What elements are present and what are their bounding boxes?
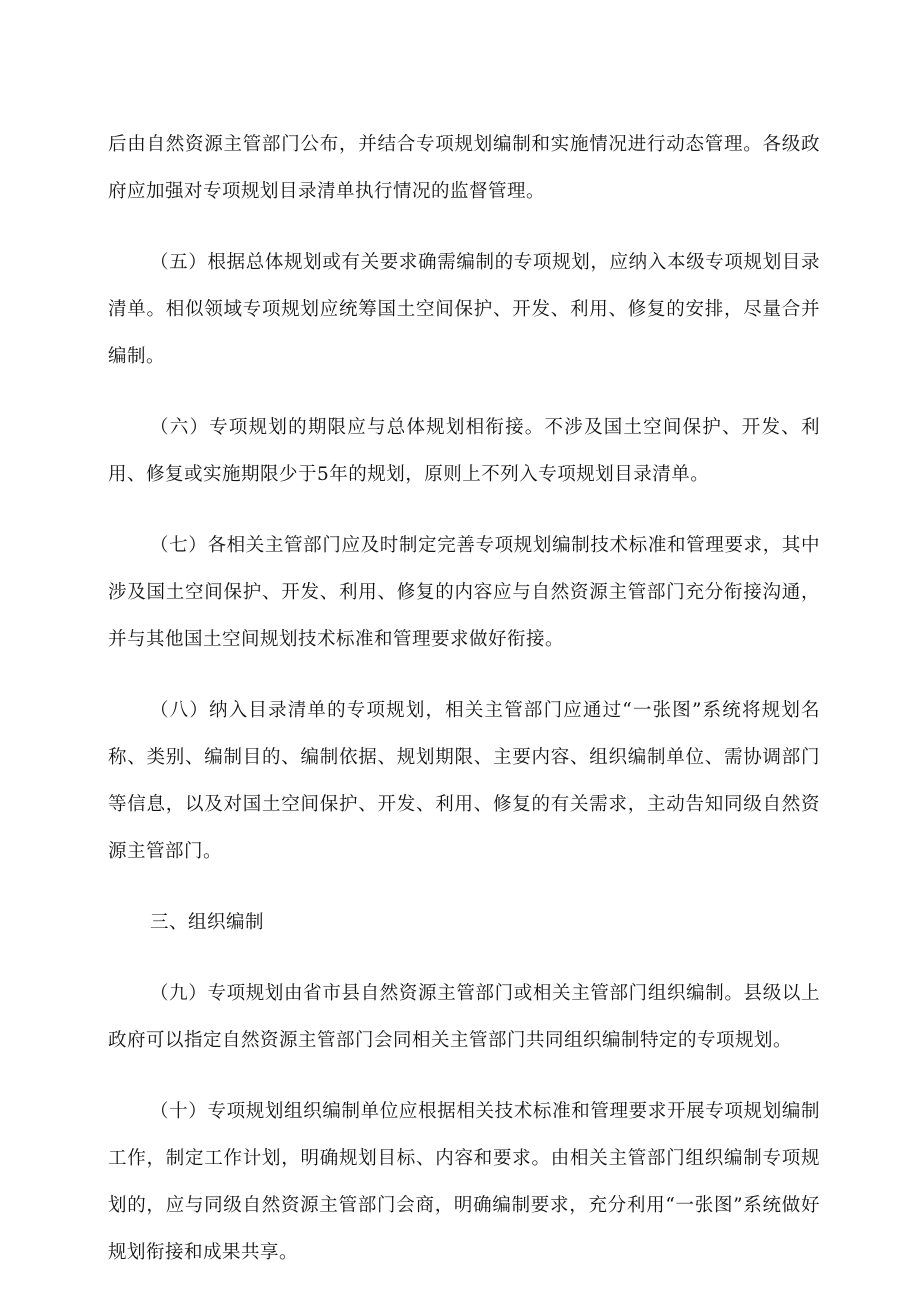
paragraph-item-5: （五）根据总体规划或有关要求确需编制的专项规划，应纳入本级专项规划目录清单。相似领域专项规划应统筹国土空间保护、开发、利用、修复的安排，尽量合并编制。 [108,252,820,367]
paragraph-item-9: （九）专项规划由省市县自然资源主管部门或相关主管部门组织编制。县级以上政府可以指定自然资源主管部门会同相关主管部门共同组织编制特定的专项规划。 [108,983,820,1051]
paragraph-item-7: （七）各相关主管部门应及时制定完善专项规划编制技术标准和管理要求，其中涉及国土空间保护、开发、利用、修复的内容应与自然资源主管部门充分衔接沟通，并与其他国土空间规划技术标准和管理要求做好衔接。 [108,535,820,650]
section-heading: 三、组织编制 [150,912,265,933]
paragraph-item-8: （八）纳入目录清单的专项规划，相关主管部门应通过“一张图”系统将规划名称、类别、编制目的、编制依据、规划期限、主要内容、组织编制单位、需协调部门等信息，以及对国土空间保护、开发、利用、修复的有关需求，主动告知同级自然资源主管部门。 [108,700,820,862]
paragraph-item-6: （六）专项规划的期限应与总体规划相衔接。不涉及国土空间保护、开发、利用、修复或实施期限少于5年的规划，原则上不列入专项规划目录清单。 [108,417,820,485]
paragraph-item-10: （十）专项规划组织编制单位应根据相关技术标准和管理要求开展专项规划编制工作，制定工作计划，明确规划目标、内容和要求。由相关主管部门组织编制专项规划的，应与同级自然资源主管部门会商，明确编制要求，充分利用“一张图”系统做好规划衔接和成果共享。 [108,1101,820,1263]
paragraph-continuation: 后由自然资源主管部门公布，并结合专项规划编制和实施情况进行动态管理。各级政府应加强对专项规划目录清单执行情况的监督管理。 [108,134,820,202]
document-body [108,121,820,1300]
